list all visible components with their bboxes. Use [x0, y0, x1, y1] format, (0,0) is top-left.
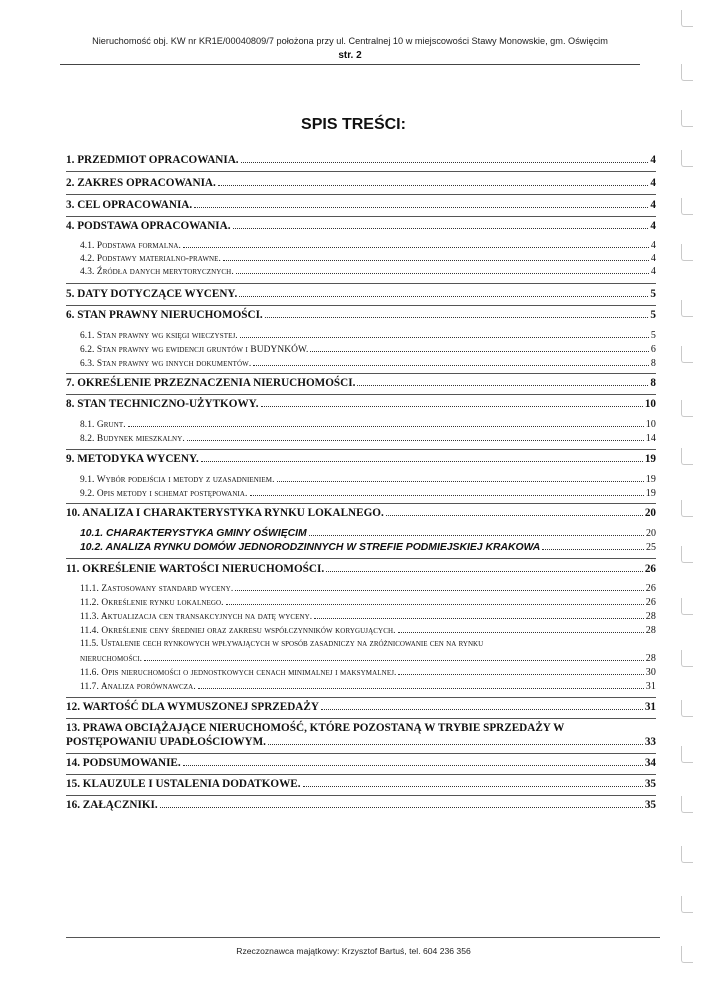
- binding-hole: [681, 400, 693, 417]
- section-divider: [66, 194, 656, 195]
- binding-hole: [681, 846, 693, 863]
- toc-entry-first-line[interactable]: 13. PRAWA OBCIĄŻAJĄCE NIERUCHOMOŚĆ, KTÓRE POZOSTANĄ W TRYBIE SPRZEDAŻY W: [66, 722, 565, 734]
- toc-subentry[interactable]: 11.7. Analiza porównawcza. 31: [80, 681, 656, 692]
- binding-hole: [681, 300, 693, 317]
- toc-entry[interactable]: 15. KLAUZULE I USTALENIA DODATKOWE. 35: [66, 778, 656, 790]
- section-divider: [66, 753, 656, 754]
- binding-hole: [681, 896, 693, 913]
- toc-subentry[interactable]: 9.1. Wybór podejścia i metody z uzasadnieniem. 19: [80, 474, 656, 485]
- toc-subentry[interactable]: 11.1. Zastosowany standard wyceny. 26: [80, 583, 656, 594]
- toc-subentry[interactable]: 9.2. Opis metody i schemat postępowania. 19: [80, 488, 656, 499]
- toc-subentry[interactable]: 10.2. ANALIZA RYNKU DOMÓW JEDNORODZINNYCH W STREFIE PODMIEJSKIEJ KRAKOWA 25: [80, 542, 656, 553]
- section-divider: [66, 283, 656, 284]
- toc-entry[interactable]: 8. STAN TECHNICZNO-UŻYTKOWY. 10: [66, 398, 656, 410]
- toc-subentry[interactable]: 6.2. Stan prawny wg ewidencji gruntów i BUDYNKÓW. 6: [80, 344, 656, 355]
- toc-subentry[interactable]: 11.2. Określenie rynku lokalnego. 26: [80, 597, 656, 608]
- section-divider: [66, 373, 656, 374]
- toc-entry[interactable]: 3. CEL OPRACOWANIA. 4: [66, 199, 656, 211]
- toc-subentry[interactable]: 4.1. Podstawa formalna. 4: [80, 240, 656, 251]
- binding-hole: [681, 546, 693, 563]
- binding-hole: [681, 500, 693, 517]
- document-header-subject: Nieruchomość obj. KW nr KR1E/00040809/7 położona przy ul. Centralnej 10 w miejscowości Stawy Monowskie, gm. Oświęcim: [92, 36, 608, 46]
- section-divider: [66, 449, 656, 450]
- toc-subentry[interactable]: 4.2. Podstawy materialno-prawne. 4: [80, 253, 656, 264]
- toc-entry[interactable]: 1. PRZEDMIOT OPRACOWANIA. 4: [66, 154, 656, 166]
- section-divider: [66, 697, 656, 698]
- toc-subentry[interactable]: 8.2. Budynek mieszkalny. 14: [80, 433, 656, 444]
- toc-entry[interactable]: 5. DATY DOTYCZĄCE WYCENY. 5: [66, 288, 656, 300]
- toc-subentry[interactable]: 6.1. Stan prawny wg księgi wieczystej. 5: [80, 330, 656, 341]
- toc-entry[interactable]: 16. ZAŁĄCZNIKI. 35: [66, 799, 656, 811]
- binding-hole: [681, 448, 693, 465]
- binding-hole: [681, 64, 693, 81]
- toc-entry[interactable]: 14. PODSUMOWANIE. 34: [66, 757, 656, 769]
- toc-subentry[interactable]: 11.4. Określenie ceny średniej oraz zakresu współczynników korygujących. 28: [80, 625, 656, 636]
- toc-entry[interactable]: 7. OKREŚLENIE PRZEZNACZENIA NIERUCHOMOŚCI. 8: [66, 377, 656, 389]
- toc-entry[interactable]: 10. ANALIZA I CHARAKTERYSTYKA RYNKU LOKALNEGO. 20: [66, 507, 656, 519]
- toc-subentry[interactable]: 11.3. Aktualizacja cen transakcyjnych na datę wyceny. 28: [80, 611, 656, 622]
- binding-hole: [681, 198, 693, 215]
- binding-hole: [681, 598, 693, 615]
- toc-entry[interactable]: 12. WARTOŚĆ DLA WYMUSZONEJ SPRZEDAŻY 31: [66, 701, 656, 713]
- binding-hole: [681, 746, 693, 763]
- section-divider: [66, 795, 656, 796]
- toc-subentry-first-line[interactable]: 11.5. Ustalenie cech rynkowych wpływających w sposób zasadniczy na zróżnicowanie cen na rynku: [80, 639, 484, 649]
- binding-hole: [681, 10, 693, 27]
- binding-hole: [681, 650, 693, 667]
- binding-hole: [681, 700, 693, 717]
- toc-subentry[interactable]: 11.6. Opis nieruchomości o jednostkowych cenach minimalnej i maksymalnej. 30: [80, 667, 656, 678]
- binding-hole: [681, 244, 693, 261]
- toc-entry[interactable]: 6. STAN PRAWNY NIERUCHOMOŚCI. 5: [66, 309, 656, 321]
- binding-hole: [681, 150, 693, 167]
- header-divider: [60, 64, 640, 65]
- page-number-label: str. 2: [338, 50, 362, 61]
- section-divider: [66, 558, 656, 559]
- document-footer: Rzeczoznawca majątkowy: Krzysztof Bartuś, tel. 604 236 356: [236, 946, 471, 956]
- toc-subentry[interactable]: nieruchomości. 28: [80, 653, 656, 664]
- toc-title: SPIS TREŚCI:: [301, 116, 406, 133]
- section-divider: [66, 774, 656, 775]
- section-divider: [66, 171, 656, 172]
- toc-subentry[interactable]: 6.3. Stan prawny wg innych dokumentów. 8: [80, 358, 656, 369]
- toc-entry[interactable]: POSTĘPOWANIU UPADŁOŚCIOWYM. 33: [66, 736, 656, 748]
- toc-entry[interactable]: 4. PODSTAWA OPRACOWANIA. 4: [66, 220, 656, 232]
- toc-subentry[interactable]: 4.3. Źródła danych merytorycznych. 4: [80, 266, 656, 277]
- binding-hole: [681, 796, 693, 813]
- footer-divider: [66, 937, 660, 938]
- binding-hole: [681, 346, 693, 363]
- section-divider: [66, 718, 656, 719]
- toc-entry[interactable]: 11. OKREŚLENIE WARTOŚCI NIERUCHOMOŚCI. 26: [66, 563, 656, 575]
- section-divider: [66, 394, 656, 395]
- section-divider: [66, 305, 656, 306]
- section-divider: [66, 216, 656, 217]
- toc-subentry[interactable]: 10.1. CHARAKTERYSTYKA GMINY OŚWIĘCIM 20: [80, 528, 656, 539]
- section-divider: [66, 503, 656, 504]
- toc-entry[interactable]: 9. METODYKA WYCENY. 19: [66, 453, 656, 465]
- toc-entry[interactable]: 2. ZAKRES OPRACOWANIA. 4: [66, 177, 656, 189]
- toc-subentry[interactable]: 8.1. Grunt. 10: [80, 419, 656, 430]
